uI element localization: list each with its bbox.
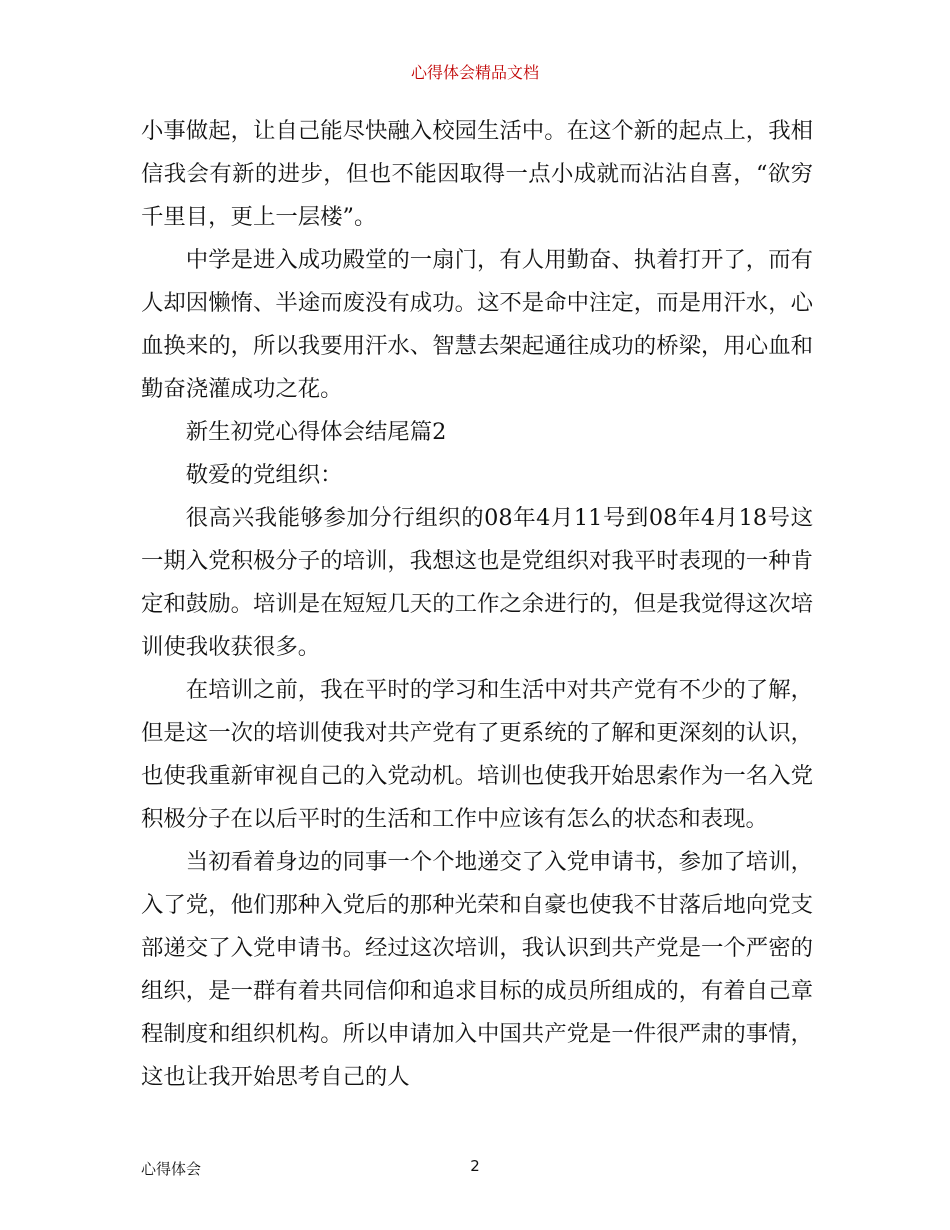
- salutation: 敬爱的党组织：: [185, 462, 343, 488]
- paragraph-4: 在培训之前，我在平时的学习和生活中对共产党有不少的了解，但是这一次的培训使我对共产党有了更系统的了解和更深刻的认识，也使我重新审视自己的入党动机。培训也使我开始思索作为一名入党积极分子在以后平时的生活和工作中应该有怎么的状态和表现。: [141, 677, 813, 832]
- paragraph-3: 很高兴我能够参加分行组织的08年4月11号到08年4月18号这一期入党积极分子的培训，我想这也是党组织对我平时表现的一种肯定和鼓励。培训是在短短几天的工作之余进行的，但是我觉得这次培训使我收获很多。: [141, 505, 813, 660]
- paragraph-1: 小事做起，让自己能尽快融入校园生活中。在这个新的起点上，我相信我会有新的进步，但也不能因取得一点小成就而沾沾自喜，“欲穷千里目，更上一层楼”。: [141, 118, 813, 230]
- document-header-title: 心得体会精品文档: [410, 63, 539, 82]
- footer-label: 心得体会: [141, 1160, 202, 1178]
- section-heading: 新生初党心得体会结尾篇2: [185, 419, 447, 445]
- page-number: 2: [470, 1157, 480, 1175]
- paragraph-5: 当初看着身边的同事一个个地递交了入党申请书，参加了培训，入了党，他们那种入党后的那种光荣和自豪也使我不甘落后地向党支部递交了入党申请书。经过这次培训，我认识到共产党是一个严密的组织，是一群有着共同信仰和追求目标的成员所组成的，有着自己章程制度和组织机构。所以申请加入中国共产党是一件很严肃的事情，这也让我开始思考自己的人: [141, 849, 813, 1090]
- document-body: [141, 110, 813, 1099]
- paragraph-2: 中学是进入成功殿堂的一扇门，有人用勤奋、执着打开了，而有人却因懒惰、半途而废没有成功。这不是命中注定，而是用汗水，心血换来的，所以我要用汗水、智慧去架起通往成功的桥梁，用心血和勤奋浇灌成功之花。: [141, 247, 813, 402]
